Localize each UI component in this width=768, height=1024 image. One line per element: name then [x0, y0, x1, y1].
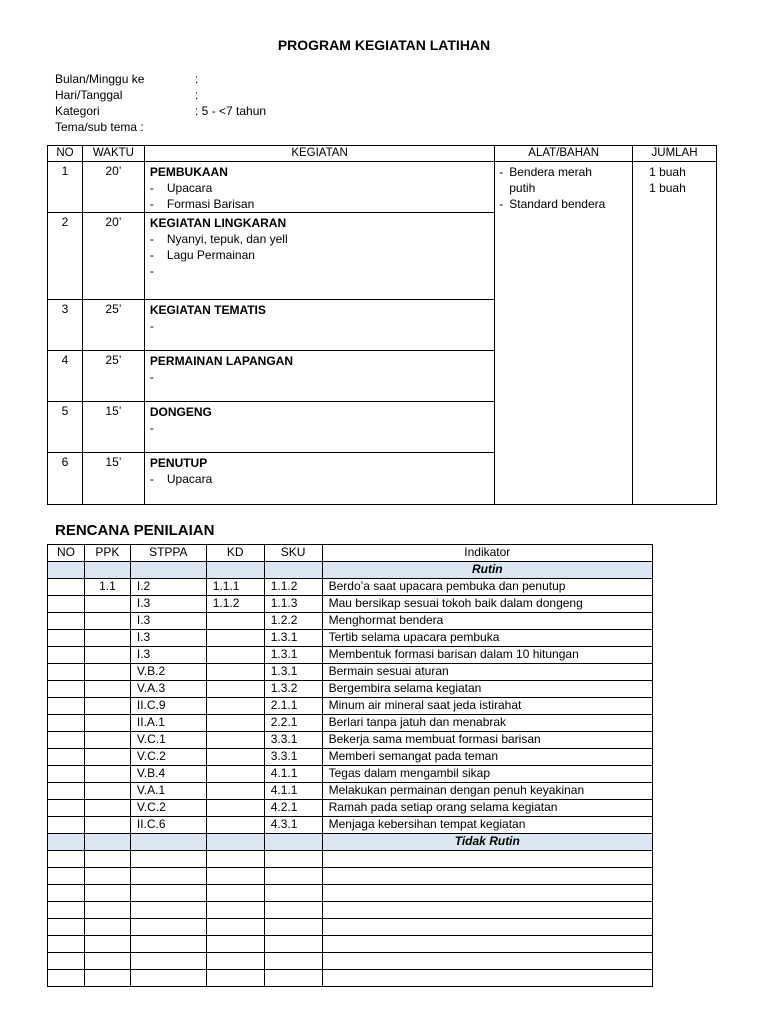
info-label: Kategori [55, 104, 100, 118]
assessment-kd: 1.1.2 [206, 596, 264, 613]
assessment-ppk [84, 749, 130, 766]
assessment-indikator: Berdo’a saat upacara pembuka dan penutup [322, 579, 652, 596]
assessment-stppa: V.C.1 [130, 732, 206, 749]
bullet-dash: - [149, 421, 154, 435]
assessment-ppk [84, 698, 130, 715]
activity-item [150, 318, 494, 334]
alat-item-text: putih [509, 181, 536, 195]
empty-cell [84, 919, 130, 936]
info-label: Hari/Tanggal [55, 88, 123, 102]
assessment-kd [206, 630, 264, 647]
assessment-indikator: Membentuk formasi barisan dalam 10 hitungan [322, 647, 652, 664]
assessment-no [48, 715, 85, 732]
info-row [55, 87, 455, 103]
assessment-sku: 2.2.1 [264, 715, 322, 732]
bullet-dash: - [149, 264, 154, 278]
assessment-indikator: Minum air mineral saat jeda istirahat [322, 698, 652, 715]
empty-cell [322, 919, 652, 936]
assessment-table [47, 544, 653, 987]
activity-item [150, 420, 494, 436]
band-cell [264, 562, 322, 579]
empty-cell [322, 902, 652, 919]
alat-item-text: Standard bendera [509, 197, 606, 211]
activity-item [150, 180, 494, 196]
assessment-kd [206, 783, 264, 800]
empty-cell [322, 851, 652, 868]
empty-cell [264, 902, 322, 919]
tidak-rutin-band [48, 834, 653, 851]
band-cell [206, 834, 264, 851]
assessment-sku: 4.1.1 [264, 766, 322, 783]
assessment-no [48, 613, 85, 630]
empty-cell [84, 851, 130, 868]
assessment-indikator: Bergembira selama kegiatan [322, 681, 652, 698]
info-value: : 5 - <7 tahun [195, 104, 267, 118]
assessment-stppa: V.B.2 [130, 664, 206, 681]
activity-item [150, 247, 494, 263]
header-kegiatan: KEGIATAN [144, 146, 494, 162]
empty-cell [48, 851, 85, 868]
empty-cell [130, 902, 206, 919]
activity-no: 6 [48, 453, 83, 505]
assessment-no [48, 749, 85, 766]
empty-cell [264, 953, 322, 970]
activity-waktu: 25’ [82, 300, 144, 351]
bullet-dash: - [149, 370, 154, 384]
activity-waktu: 15’ [82, 453, 144, 505]
empty-cell [206, 919, 264, 936]
empty-cell [48, 970, 85, 987]
empty-cell [206, 953, 264, 970]
empty-cell [206, 936, 264, 953]
alat-item [495, 196, 632, 212]
assessment-row [48, 698, 653, 715]
assessment-no [48, 766, 85, 783]
assessment-row [48, 800, 653, 817]
band-cell [84, 562, 130, 579]
assessment-sku: 4.2.1 [264, 800, 322, 817]
band-cell [130, 562, 206, 579]
activity-title: DONGENG [149, 405, 212, 419]
assessment-indikator: Bekerja sama membuat formasi barisan [322, 732, 652, 749]
empty-cell [322, 936, 652, 953]
assessment-row [48, 783, 653, 800]
assessment-ppk [84, 647, 130, 664]
header-no: NO [48, 146, 83, 162]
info-value: : [195, 88, 199, 102]
activity-waktu: 15’ [82, 402, 144, 453]
activity-title: PERMAINAN LAPANGAN [149, 354, 293, 368]
empty-cell [48, 953, 85, 970]
empty-cell [264, 885, 322, 902]
tidak-rutin-band-label: Tidak Rutin [322, 834, 652, 851]
document-title: PROGRAM KEGIATAN LATIHAN [277, 37, 491, 53]
activity-no: 5 [48, 402, 83, 453]
assessment-row [48, 647, 653, 664]
assessment-kd [206, 749, 264, 766]
activity-kegiatan [144, 213, 494, 300]
activity-item [150, 196, 494, 212]
assessment-row [48, 766, 653, 783]
assessment-sku: 2.1.1 [264, 698, 322, 715]
assessment-stppa: II.C.9 [130, 698, 206, 715]
assessment-row [48, 630, 653, 647]
bullet-dash: - [499, 197, 504, 211]
assessment-indikator: Mau bersikap sesuai tokoh baik dalam dongeng [322, 596, 652, 613]
assessment-sku: 1.2.2 [264, 613, 322, 630]
assessment-ppk [84, 664, 130, 681]
activity-item-text: Lagu Permainan [166, 248, 255, 262]
assessment-kd [206, 613, 264, 630]
assessment-sku: 4.1.1 [264, 783, 322, 800]
info-value: : [195, 72, 199, 86]
assessment-stppa: V.B.4 [130, 766, 206, 783]
assessment-row [48, 732, 653, 749]
assessment-no [48, 698, 85, 715]
alat-item-text: Bendera merah [509, 165, 592, 179]
activity-waktu: 20’ [82, 162, 144, 213]
assessment-stppa: I.2 [130, 579, 206, 596]
rutin-band-label: Rutin [322, 562, 652, 579]
assessment-sku: 3.3.1 [264, 732, 322, 749]
bullet-dash: - [149, 248, 154, 262]
assessment-stppa: I.3 [130, 613, 206, 630]
assessment-stppa: V.C.2 [130, 749, 206, 766]
alat-item-continued [495, 180, 632, 196]
empty-cell [48, 902, 85, 919]
header-waktu: WAKTU [82, 146, 144, 162]
assessment-kd [206, 664, 264, 681]
assessment-indikator: Memberi semangat pada teman [322, 749, 652, 766]
assessment-row [48, 613, 653, 630]
empty-cell [84, 970, 130, 987]
assessment-no [48, 630, 85, 647]
empty-cell [206, 868, 264, 885]
assessment-stppa: I.3 [130, 630, 206, 647]
header-ppk: PPK [84, 545, 130, 562]
bullet-dash: - [149, 472, 154, 486]
info-label: Bulan/Minggu ke [55, 72, 145, 86]
activity-item-text: Nyanyi, tepuk, dan yell [166, 232, 288, 246]
empty-cell [48, 868, 85, 885]
header-no: NO [48, 545, 85, 562]
activity-title: KEGIATAN LINGKARAN [149, 216, 287, 230]
empty-cell [264, 936, 322, 953]
activity-no: 4 [48, 351, 83, 402]
empty-cell [84, 953, 130, 970]
assessment-sku: 1.3.1 [264, 630, 322, 647]
empty-cell [84, 936, 130, 953]
assessment-ppk [84, 681, 130, 698]
assessment-stppa: V.A.1 [130, 783, 206, 800]
empty-cell [264, 970, 322, 987]
activity-item [150, 231, 494, 247]
assessment-header-row [48, 545, 653, 562]
activity-kegiatan [144, 453, 494, 505]
activity-waktu: 20’ [82, 213, 144, 300]
assessment-indikator: Tertib selama upacara pembuka [322, 630, 652, 647]
empty-cell [130, 936, 206, 953]
header-stppa: STPPA [130, 545, 206, 562]
assessment-indikator: Menghormat bendera [322, 613, 652, 630]
assessment-kd [206, 800, 264, 817]
empty-row [48, 868, 653, 885]
info-label: Tema/sub tema : [55, 120, 144, 134]
empty-cell [322, 953, 652, 970]
assessment-indikator: Bermain sesuai aturan [322, 664, 652, 681]
header-indikator: Indikator [322, 545, 652, 562]
band-cell [264, 834, 322, 851]
bullet-dash: - [149, 197, 154, 211]
alat-item [495, 164, 632, 180]
empty-row [48, 851, 653, 868]
activity-row [48, 162, 717, 213]
empty-cell [130, 851, 206, 868]
assessment-sku: 4.3.1 [264, 817, 322, 834]
empty-cell [48, 885, 85, 902]
activity-item-text: Formasi Barisan [166, 197, 255, 211]
empty-cell [84, 885, 130, 902]
activity-kegiatan [144, 351, 494, 402]
assessment-row [48, 596, 653, 613]
empty-cell [264, 868, 322, 885]
empty-row [48, 885, 653, 902]
header-sku: SKU [264, 545, 322, 562]
activity-item [150, 263, 494, 279]
activity-waktu: 25’ [82, 351, 144, 402]
empty-cell [206, 851, 264, 868]
assessment-kd [206, 647, 264, 664]
activity-no: 3 [48, 300, 83, 351]
assessment-no [48, 647, 85, 664]
activity-kegiatan [144, 300, 494, 351]
assessment-sku: 1.3.2 [264, 681, 322, 698]
assessment-sku: 1.3.1 [264, 647, 322, 664]
assessment-row [48, 579, 653, 596]
empty-cell [322, 868, 652, 885]
assessment-row [48, 664, 653, 681]
assessment-ppk: 1.1 [84, 579, 130, 596]
activity-title: KEGIATAN TEMATIS [149, 303, 266, 317]
activity-table [47, 145, 717, 505]
assessment-no [48, 596, 85, 613]
info-block [55, 71, 455, 135]
assessment-stppa: II.C.6 [130, 817, 206, 834]
assessment-sku: 3.3.1 [264, 749, 322, 766]
assessment-row [48, 749, 653, 766]
alat-bahan-cell [495, 162, 633, 505]
empty-row [48, 902, 653, 919]
activity-item-text: Upacara [166, 181, 213, 195]
empty-cell [130, 868, 206, 885]
empty-cell [130, 885, 206, 902]
empty-row [48, 919, 653, 936]
assessment-row [48, 681, 653, 698]
assessment-kd [206, 817, 264, 834]
activity-item [150, 471, 494, 487]
empty-row [48, 936, 653, 953]
bullet-dash: - [149, 181, 154, 195]
activity-item-text: Upacara [166, 472, 213, 486]
assessment-no [48, 579, 85, 596]
activity-item [150, 369, 494, 385]
empty-row [48, 953, 653, 970]
assessment-no [48, 732, 85, 749]
empty-cell [48, 936, 85, 953]
rutin-band [48, 562, 653, 579]
empty-row [48, 970, 653, 987]
assessment-ppk [84, 817, 130, 834]
jumlah-item: 1 buah [649, 181, 686, 195]
band-cell [206, 562, 264, 579]
info-row [55, 71, 455, 87]
empty-cell [264, 919, 322, 936]
activity-no: 1 [48, 162, 83, 213]
bullet-dash: - [499, 165, 504, 179]
info-row [55, 119, 455, 135]
activity-kegiatan [144, 162, 494, 213]
assessment-indikator: Menjaga kebersihan tempat kegiatan [322, 817, 652, 834]
jumlah-item: 1 buah [649, 165, 686, 179]
empty-cell [206, 885, 264, 902]
assessment-no [48, 800, 85, 817]
jumlah-cell [633, 162, 717, 505]
assessment-sku: 1.1.2 [264, 579, 322, 596]
activity-header-row [48, 146, 717, 162]
empty-cell [130, 919, 206, 936]
header-alat-bahan: ALAT/BAHAN [495, 146, 633, 162]
assessment-row [48, 715, 653, 732]
empty-cell [48, 919, 85, 936]
assessment-ppk [84, 613, 130, 630]
bullet-dash: - [149, 232, 154, 246]
assessment-stppa: I.3 [130, 647, 206, 664]
activity-kegiatan [144, 402, 494, 453]
assessment-kd: 1.1.1 [206, 579, 264, 596]
activity-title: PEMBUKAAN [149, 165, 228, 179]
assessment-ppk [84, 715, 130, 732]
assessment-ppk [84, 630, 130, 647]
band-cell [48, 834, 85, 851]
header-jumlah: JUMLAH [633, 146, 717, 162]
empty-cell [84, 902, 130, 919]
empty-cell [206, 902, 264, 919]
assessment-kd [206, 715, 264, 732]
assessment-indikator: Tegas dalam mengambil sikap [322, 766, 652, 783]
empty-cell [322, 885, 652, 902]
assessment-ppk [84, 766, 130, 783]
assessment-sku: 1.3.1 [264, 664, 322, 681]
empty-cell [84, 868, 130, 885]
activity-no: 2 [48, 213, 83, 300]
empty-cell [206, 970, 264, 987]
band-cell [48, 562, 85, 579]
assessment-ppk [84, 732, 130, 749]
assessment-indikator: Berlari tanpa jatuh dan menabrak [322, 715, 652, 732]
section-title-penilaian: RENCANA PENILAIAN [55, 522, 215, 539]
assessment-no [48, 664, 85, 681]
assessment-stppa: V.A.3 [130, 681, 206, 698]
assessment-indikator: Melakukan permainan dengan penuh keyakinan [322, 783, 652, 800]
empty-cell [264, 851, 322, 868]
assessment-ppk [84, 783, 130, 800]
assessment-stppa: V.C.2 [130, 800, 206, 817]
empty-cell [130, 970, 206, 987]
assessment-stppa: II.A.1 [130, 715, 206, 732]
assessment-kd [206, 698, 264, 715]
assessment-ppk [84, 800, 130, 817]
assessment-stppa: I.3 [130, 596, 206, 613]
band-cell [130, 834, 206, 851]
assessment-no [48, 783, 85, 800]
assessment-row [48, 817, 653, 834]
bullet-dash: - [149, 319, 154, 333]
assessment-kd [206, 732, 264, 749]
header-kd: KD [206, 545, 264, 562]
assessment-no [48, 681, 85, 698]
band-cell [84, 834, 130, 851]
assessment-sku: 1.1.3 [264, 596, 322, 613]
activity-title: PENUTUP [149, 456, 208, 470]
assessment-kd [206, 766, 264, 783]
info-row [55, 103, 455, 119]
assessment-kd [206, 681, 264, 698]
assessment-ppk [84, 596, 130, 613]
empty-cell [130, 953, 206, 970]
assessment-indikator: Ramah pada setiap orang selama kegiatan [322, 800, 652, 817]
empty-cell [322, 970, 652, 987]
assessment-no [48, 817, 85, 834]
